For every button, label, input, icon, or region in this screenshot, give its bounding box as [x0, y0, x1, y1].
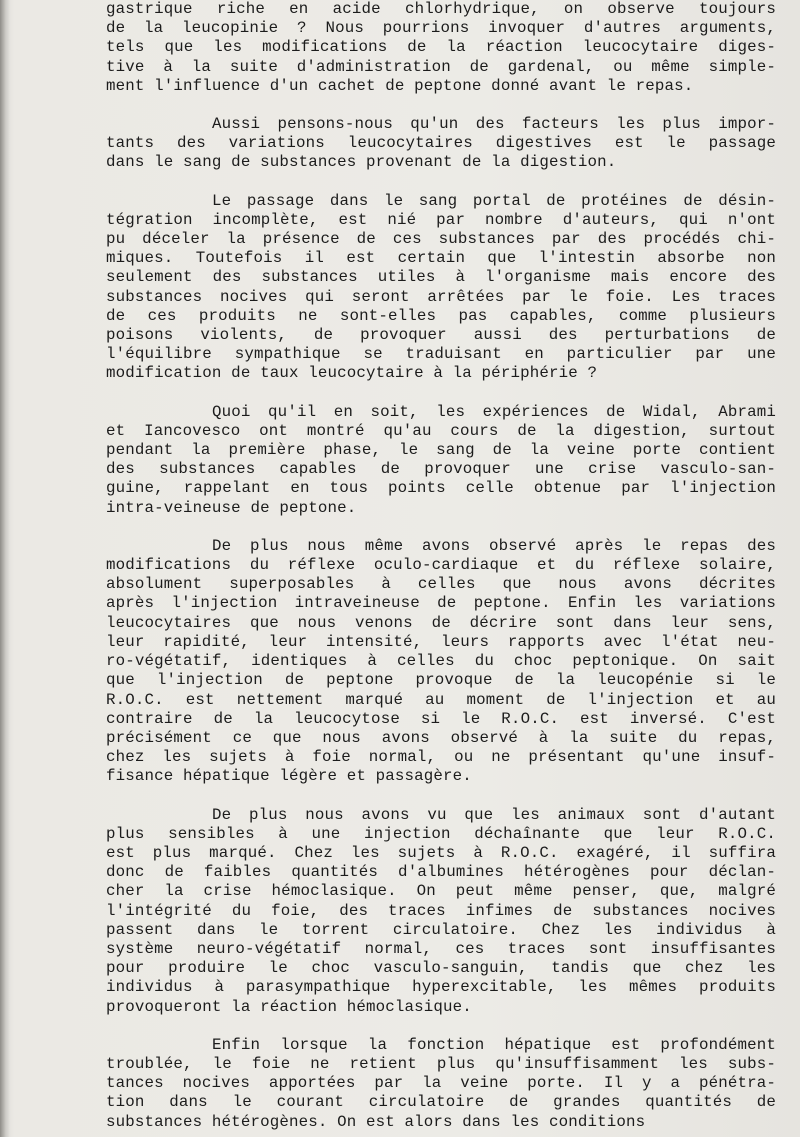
paragraph-7 [106, 1036, 776, 1132]
text-line: pendant la première phase, le sang de la veine porte contient [106, 441, 776, 460]
text-line: Quoi qu'il en soit, les expériences de Widal, Abrami [212, 402, 776, 421]
text-line: contraire de la leucocytose si le R.O.C. est inversé. C'est [106, 709, 776, 728]
text-line: absolument superposables à celles que nous avons décrites [106, 575, 776, 594]
text-line: dans le sang de substances provenant de la digestion. [106, 153, 617, 172]
text-line: après l'injection intraveineuse de peptone. Enfin les variations [106, 594, 776, 613]
text-line: gastrique riche en acide chlorhydrique, on observe toujours [106, 0, 776, 18]
document-body [106, 0, 776, 1132]
text-line: leucocytaires que nous venons de décrire sont dans leur sens, [106, 613, 776, 632]
text-line: poisons violents, de provoquer aussi des perturbations de [106, 326, 776, 345]
text-line: et Iancovesco ont montré qu'au cours de la digestion, surtout [106, 421, 776, 440]
text-line: Enfin lorsque la fonction hépatique est profondément [212, 1035, 776, 1054]
text-line: tels que les modifications de la réaction leucocytaire diges- [106, 38, 776, 57]
text-line: pour produire le choc vasculo-sanguin, tandis que chez les [106, 959, 776, 978]
text-line: provoqueront la réaction hémoclasique. [106, 997, 472, 1016]
text-line: tants des variations leucocytaires digestives est le passage [106, 134, 776, 153]
text-line: fisance hépatique légère et passagère. [106, 767, 472, 786]
text-line: tégration incomplète, est nié par nombre d'auteurs, qui n'ont [106, 210, 776, 229]
text-line: individus à parasympathique hyperexcitable, les mêmes produits [106, 978, 776, 997]
text-line: est plus marqué. Chez les sujets à R.O.C. exagéré, il suffira [106, 843, 776, 862]
text-line: ro-végétatif, identiques à celles du choc peptonique. On sait [106, 652, 776, 671]
text-line: cher la crise hémoclasique. On peut même penser, que, malgré [106, 882, 776, 901]
page-edge-shadow [0, 0, 10, 1137]
text-line: des substances capables de provoquer une crise vasculo-san- [106, 460, 776, 479]
text-line: leur rapidité, leur intensité, leurs rapports avec l'état neu- [106, 632, 776, 651]
text-line: l'intégrité du foie, des traces infimes de substances nocives [106, 901, 776, 920]
text-line: miques. Toutefois il est certain que l'intestin absorbe non [106, 249, 776, 268]
text-line: modification de taux leucocytaire à la périphérie ? [106, 364, 598, 383]
text-line: de ces produits ne sont-elles pas capables, comme plusieurs [106, 306, 776, 325]
paragraph-5 [106, 537, 776, 787]
text-line: intra-veineuse de peptone. [106, 498, 357, 517]
paragraph-3 [106, 192, 776, 384]
text-line: donc de faibles quantités d'albumines hétérogènes pour déclan- [106, 863, 776, 882]
text-line: tion dans le courant circulatoire de grandes quantités de [106, 1093, 776, 1112]
paragraph-2 [106, 115, 776, 173]
text-line: De plus nous même avons observé après le repas des [212, 536, 776, 555]
text-line: précisément ce que nous avons observé à la suite du repas, [106, 728, 776, 747]
text-line: que l'injection de peptone provoque de la leucopénie si le [106, 671, 776, 690]
text-line: plus sensibles à une injection déchaînante que leur R.O.C. [106, 824, 776, 843]
text-line: guine, rappelant en tous points celle obtenue par l'injection [106, 479, 776, 498]
text-line: pu déceler la présence de ces substances par des procédés chi- [106, 230, 776, 249]
text-line: ment l'influence d'un cachet de peptone donné avant le repas. [106, 76, 694, 95]
text-line: substances nocives qui seront arrêtées par le foie. Les traces [106, 287, 776, 306]
text-line: R.O.C. est nettement marqué au moment de l'injection et au [106, 690, 776, 709]
text-line: modifications du réflexe oculo-cardiaque et du réflexe solaire, [106, 556, 776, 575]
text-line: l'équilibre sympathique se traduisant en particulier par une [106, 345, 776, 364]
paragraph-4 [106, 403, 776, 518]
text-line: seulement des substances utiles à l'organisme mais encore des [106, 268, 776, 287]
text-line: Aussi pensons-nous qu'un des facteurs les plus impor- [212, 115, 776, 134]
text-line: système neuro-végétatif normal, ces traces sont insuffisantes [106, 939, 776, 958]
text-line: De plus nous avons vu que les animaux sont d'autant [212, 805, 776, 824]
text-line: tances nocives apportées par la veine porte. Il y a pénétra- [106, 1074, 776, 1093]
paragraph-6 [106, 806, 776, 1017]
paragraph-1 [106, 0, 776, 96]
text-line: chez les sujets à foie normal, ou ne présentant qu'une insuf- [106, 748, 776, 767]
text-line: substances hétérogènes. On est alors dans les conditions [106, 1112, 646, 1131]
text-line: Le passage dans le sang portal de protéines de désin- [212, 191, 776, 210]
text-line: troublée, le foie ne retient plus qu'insuffisamment les subs- [106, 1054, 776, 1073]
text-line: passent dans le torrent circulatoire. Chez les individus à [106, 920, 776, 939]
text-line: de la leucopinie ? Nous pourrions invoquer d'autres arguments, [106, 19, 776, 38]
text-line: tive à la suite d'administration de gardenal, ou même simple- [106, 57, 776, 76]
